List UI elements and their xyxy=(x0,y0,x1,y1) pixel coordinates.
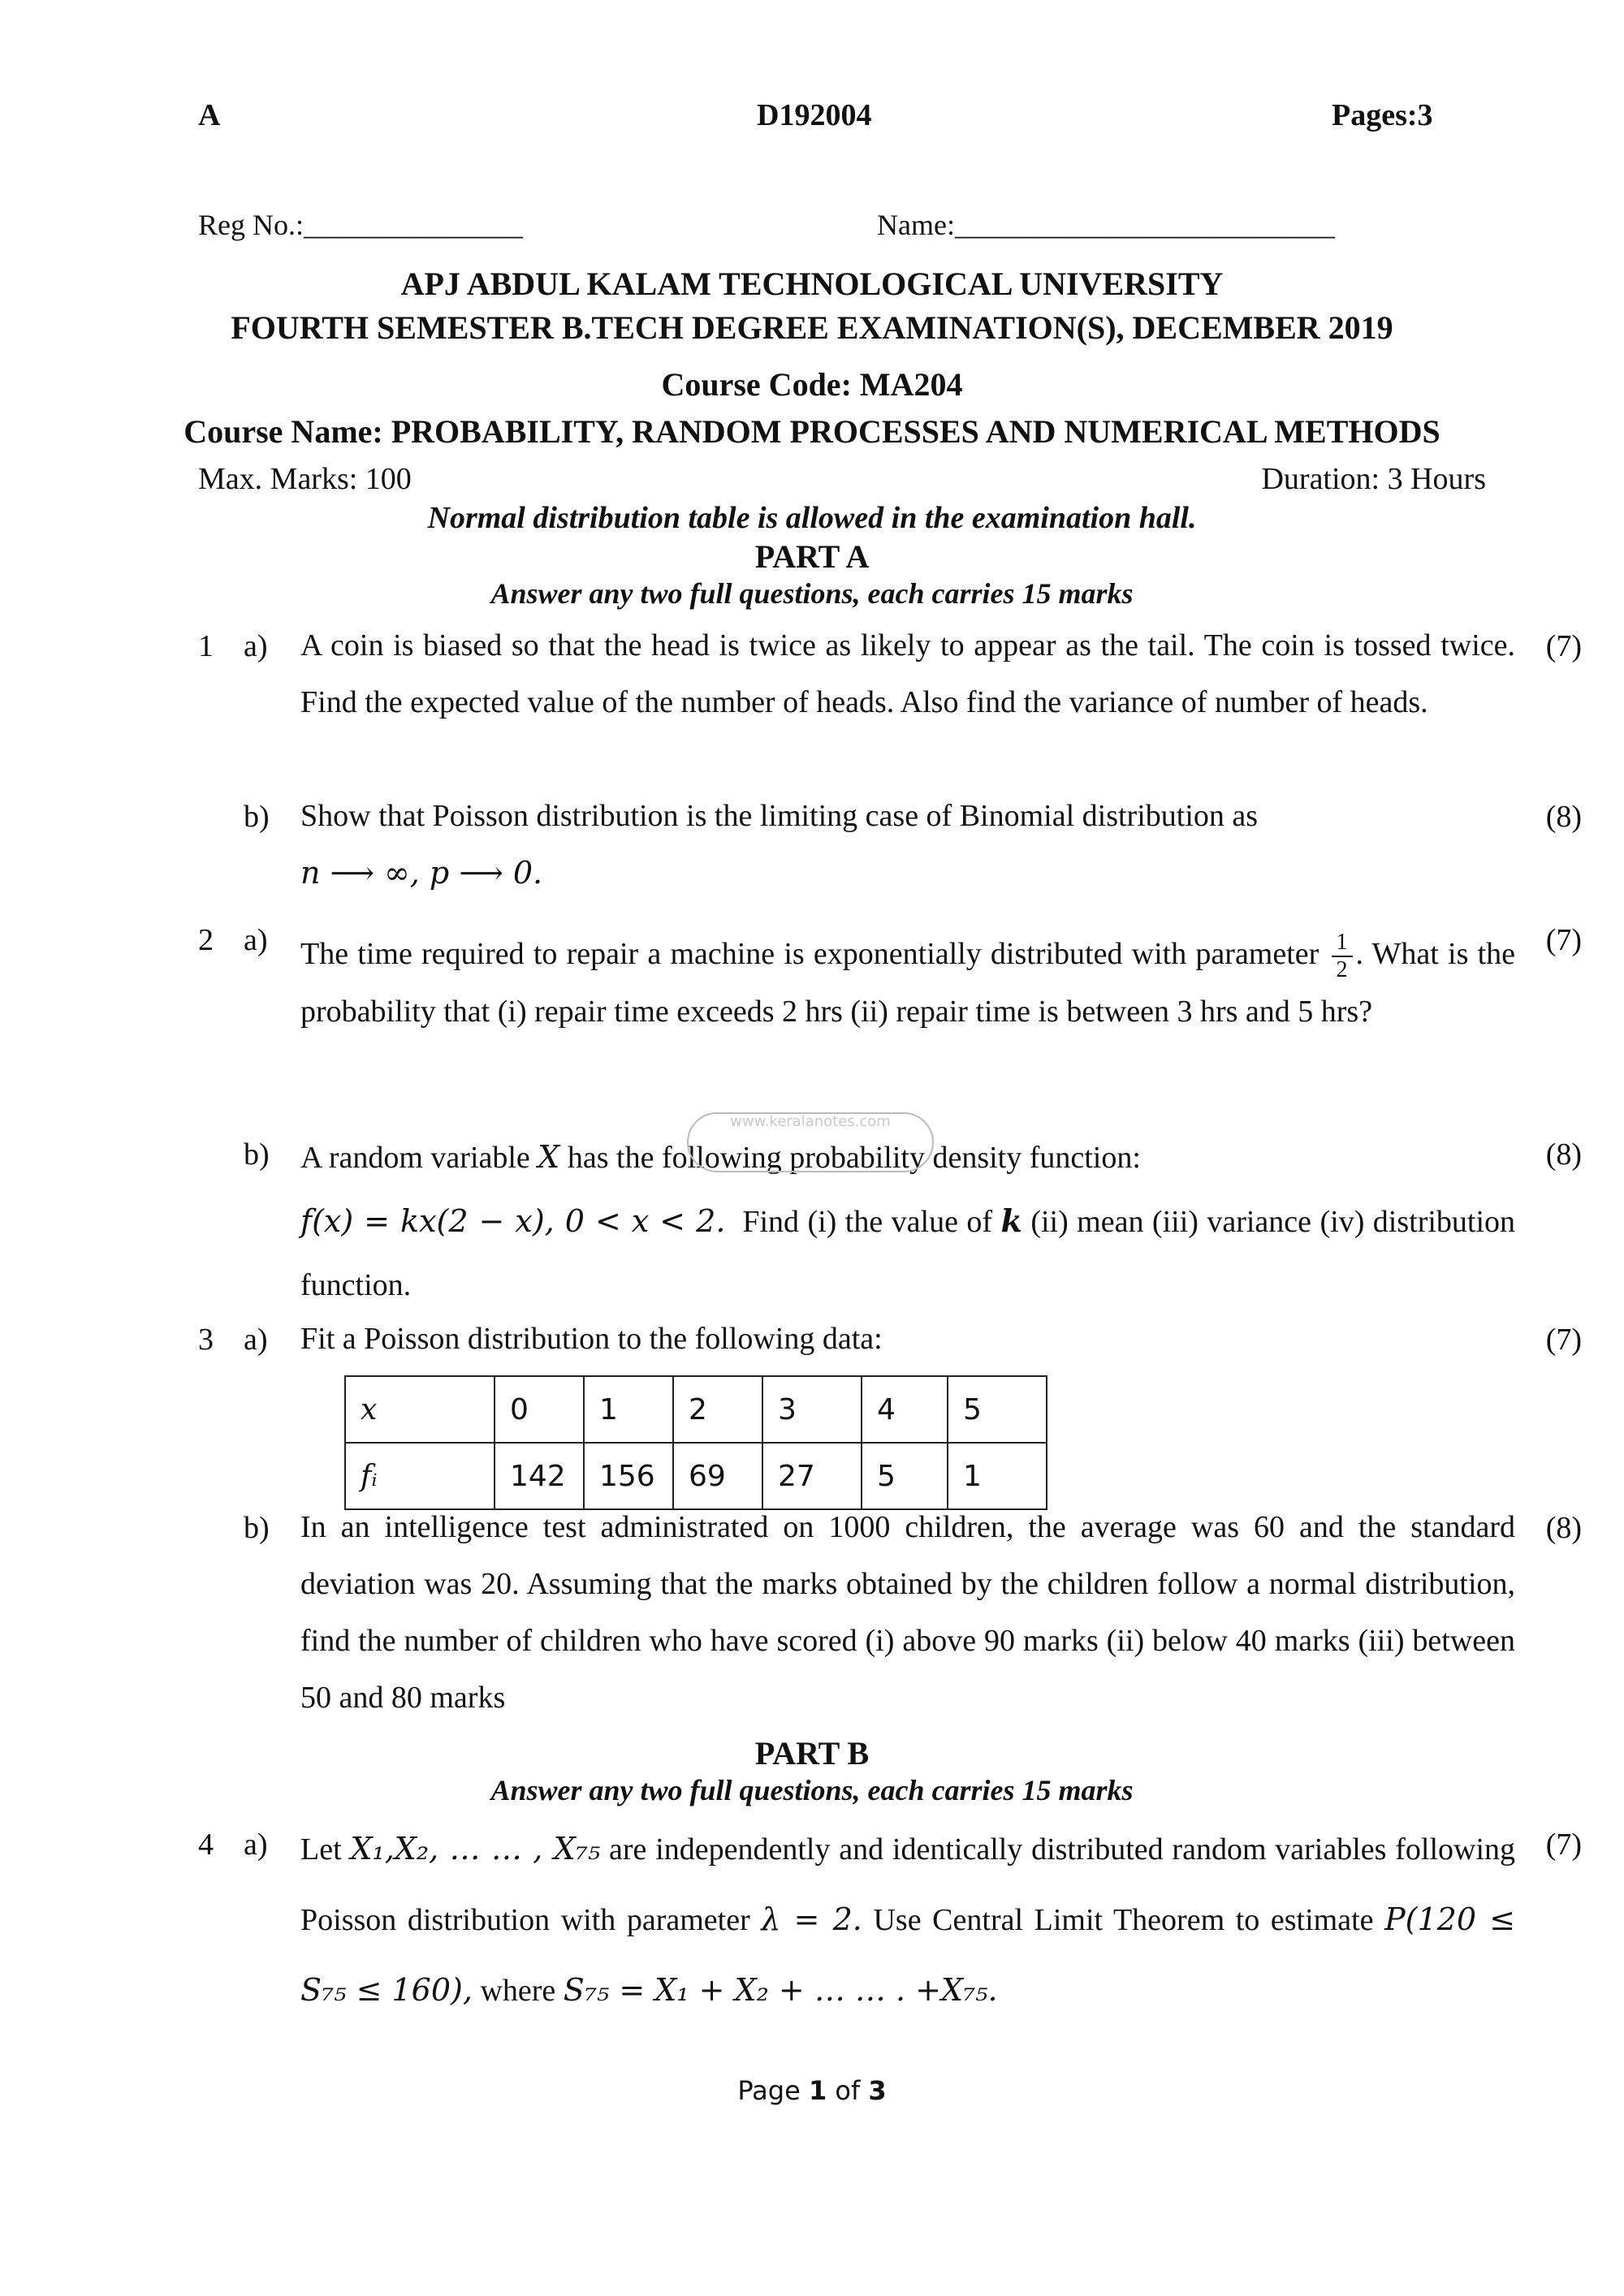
part-b-heading: PART B xyxy=(754,1735,870,1772)
table-cell: 156 xyxy=(584,1443,673,1509)
question-4a-math: P(120 ≤ S₇₅ ≤ 160), xyxy=(300,1901,1516,2008)
question-2b-k: k xyxy=(1000,1202,1022,1239)
subquestion-label: b) xyxy=(244,1511,270,1545)
subquestion-label: a) xyxy=(244,923,268,957)
table-cell: 5 xyxy=(862,1443,948,1509)
table-row-header: x xyxy=(345,1376,495,1443)
fraction-denominator: 2 xyxy=(1336,957,1348,983)
footer-text: of xyxy=(827,2075,869,2106)
question-4a-math: X₁,X₂, … … , X₇₅ xyxy=(350,1831,601,1867)
question-2b-var: X xyxy=(538,1139,560,1175)
question-2b-part: A random variable xyxy=(300,1141,530,1175)
question-4a-math: S₇₅ = X₁ + X₂ + … … . +X₇₅. xyxy=(563,1972,998,2008)
table-cell: 2 xyxy=(673,1376,762,1443)
question-number: 1 xyxy=(198,629,214,663)
question-4a-part: Use Central Limit Theorem to estimate xyxy=(873,1903,1374,1937)
table-cell: 27 xyxy=(762,1443,862,1509)
table-cell: 3 xyxy=(762,1376,862,1443)
question-marks: (7) xyxy=(1545,629,1582,663)
table-cell: 4 xyxy=(862,1376,948,1443)
table-cell: 142 xyxy=(495,1443,584,1509)
fraction-numerator: 1 xyxy=(1332,930,1353,957)
question-1b-text xyxy=(300,788,1515,902)
question-2a-text xyxy=(300,926,1515,1040)
question-marks: (7) xyxy=(1545,1323,1582,1357)
footer-current-page: 1 xyxy=(808,2075,827,2106)
question-paper-code: D192004 xyxy=(757,98,872,132)
duration: Duration: 3 Hours xyxy=(1261,462,1486,496)
question-4a-text xyxy=(300,1814,1515,2026)
set-label: A xyxy=(198,98,221,132)
question-3b-text: In an intelligence test administrated on 1000 children, the average was 60 and the standard deviation was 20. Assuming that the marks obtained by the children follow a normal distribution, find the number of children who have scored (i) above 90 marks (ii) below 40 marks (iii) between 50 and 80 marks xyxy=(300,1510,1515,1715)
question-2b-part: (ii) mean (iii) variance (iv) distribution function. xyxy=(300,1205,1516,1302)
university-title: APJ ABDUL KALAM TECHNOLOGICAL UNIVERSITY xyxy=(400,265,1224,302)
question-4a-part: Let xyxy=(300,1832,342,1867)
course-name: Course Name: PROBABILITY, RANDOM PROCESSES AND NUMERICAL METHODS xyxy=(184,413,1440,450)
watermark-text: www.keralanotes.com xyxy=(730,1113,891,1130)
question-2a-statement: The time required to repair a machine is exponentially distributed with parameter xyxy=(300,937,1320,971)
max-marks: Max. Marks: 100 xyxy=(198,462,412,496)
question-marks: (7) xyxy=(1545,1828,1582,1862)
question-4a-math: λ = 2. xyxy=(761,1901,862,1937)
question-marks: (8) xyxy=(1545,800,1582,834)
course-code: Course Code: MA204 xyxy=(661,366,963,403)
page-footer xyxy=(0,2075,1624,2106)
fraction xyxy=(1332,930,1353,983)
subquestion-label: b) xyxy=(244,800,270,834)
part-a-heading: PART A xyxy=(754,538,870,575)
part-b-instruction: Answer any two full questions, each carries 15 marks xyxy=(490,1774,1134,1806)
poisson-data-table xyxy=(344,1375,1047,1510)
table-cell: 1 xyxy=(584,1376,673,1443)
footer-text: Page xyxy=(737,2075,809,2106)
name-field: Name:__________________________ xyxy=(877,209,1335,241)
question-number: 4 xyxy=(198,1828,214,1862)
question-marks: (7) xyxy=(1545,923,1582,957)
question-1a-text: A coin is biased so that the head is twice as likely to appear as the tail. The coin is tossed twice. Find the expected value of the number of heads. Also find the variance of number of heads. xyxy=(300,628,1515,719)
question-2a-statement-cont: . What is the probability that (i) repair time exceeds 2 hrs (ii) repair time is between 3 hrs and 5 hrs? xyxy=(300,937,1515,1029)
question-3a-text: Fit a Poisson distribution to the following data: xyxy=(300,1322,883,1356)
question-marks: (8) xyxy=(1545,1137,1582,1172)
question-4a-part: are independently and identically distributed random variables following Poisson distribution with parameter xyxy=(300,1832,1515,1937)
table-cell: 0 xyxy=(495,1376,584,1443)
table-row-header: fᵢ xyxy=(345,1443,495,1509)
subquestion-label: a) xyxy=(244,1323,268,1357)
exam-note: Normal distribution table is allowed in the examination hall. xyxy=(427,501,1197,535)
table-cell: 1 xyxy=(948,1443,1047,1509)
question-number: 2 xyxy=(198,923,214,957)
part-a-instruction: Answer any two full questions, each carries 15 marks xyxy=(490,577,1134,610)
footer-total-pages: 3 xyxy=(868,2075,887,2106)
question-marks: (8) xyxy=(1545,1511,1582,1545)
watermark-stamp xyxy=(687,1112,934,1172)
question-2b-part: has the following probability density function: xyxy=(567,1141,1141,1175)
subquestion-label: a) xyxy=(244,629,268,663)
table-cell: 69 xyxy=(673,1443,762,1509)
question-1b-math: n ⟶ ∞, p ⟶ 0. xyxy=(300,855,543,891)
question-2b-math: f(x) = kx(2 − x), 0 < x < 2. xyxy=(300,1203,726,1239)
question-2b-part: Find (i) the value of xyxy=(742,1205,993,1239)
subquestion-label: a) xyxy=(244,1828,268,1862)
table-row xyxy=(345,1376,1047,1443)
reg-no-field: Reg No.:_______________ xyxy=(198,209,523,241)
question-4a-part: where xyxy=(480,1974,556,2008)
question-1b-statement: Show that Poisson distribution is the limiting case of Binomial distribution as xyxy=(300,799,1259,833)
question-number: 3 xyxy=(198,1323,214,1357)
exam-title: FOURTH SEMESTER B.TECH DEGREE EXAMINATION(S), DECEMBER 2019 xyxy=(231,309,1393,346)
page-count: Pages:3 xyxy=(1332,98,1433,132)
table-cell: 5 xyxy=(948,1376,1047,1443)
subquestion-label: b) xyxy=(244,1137,270,1172)
